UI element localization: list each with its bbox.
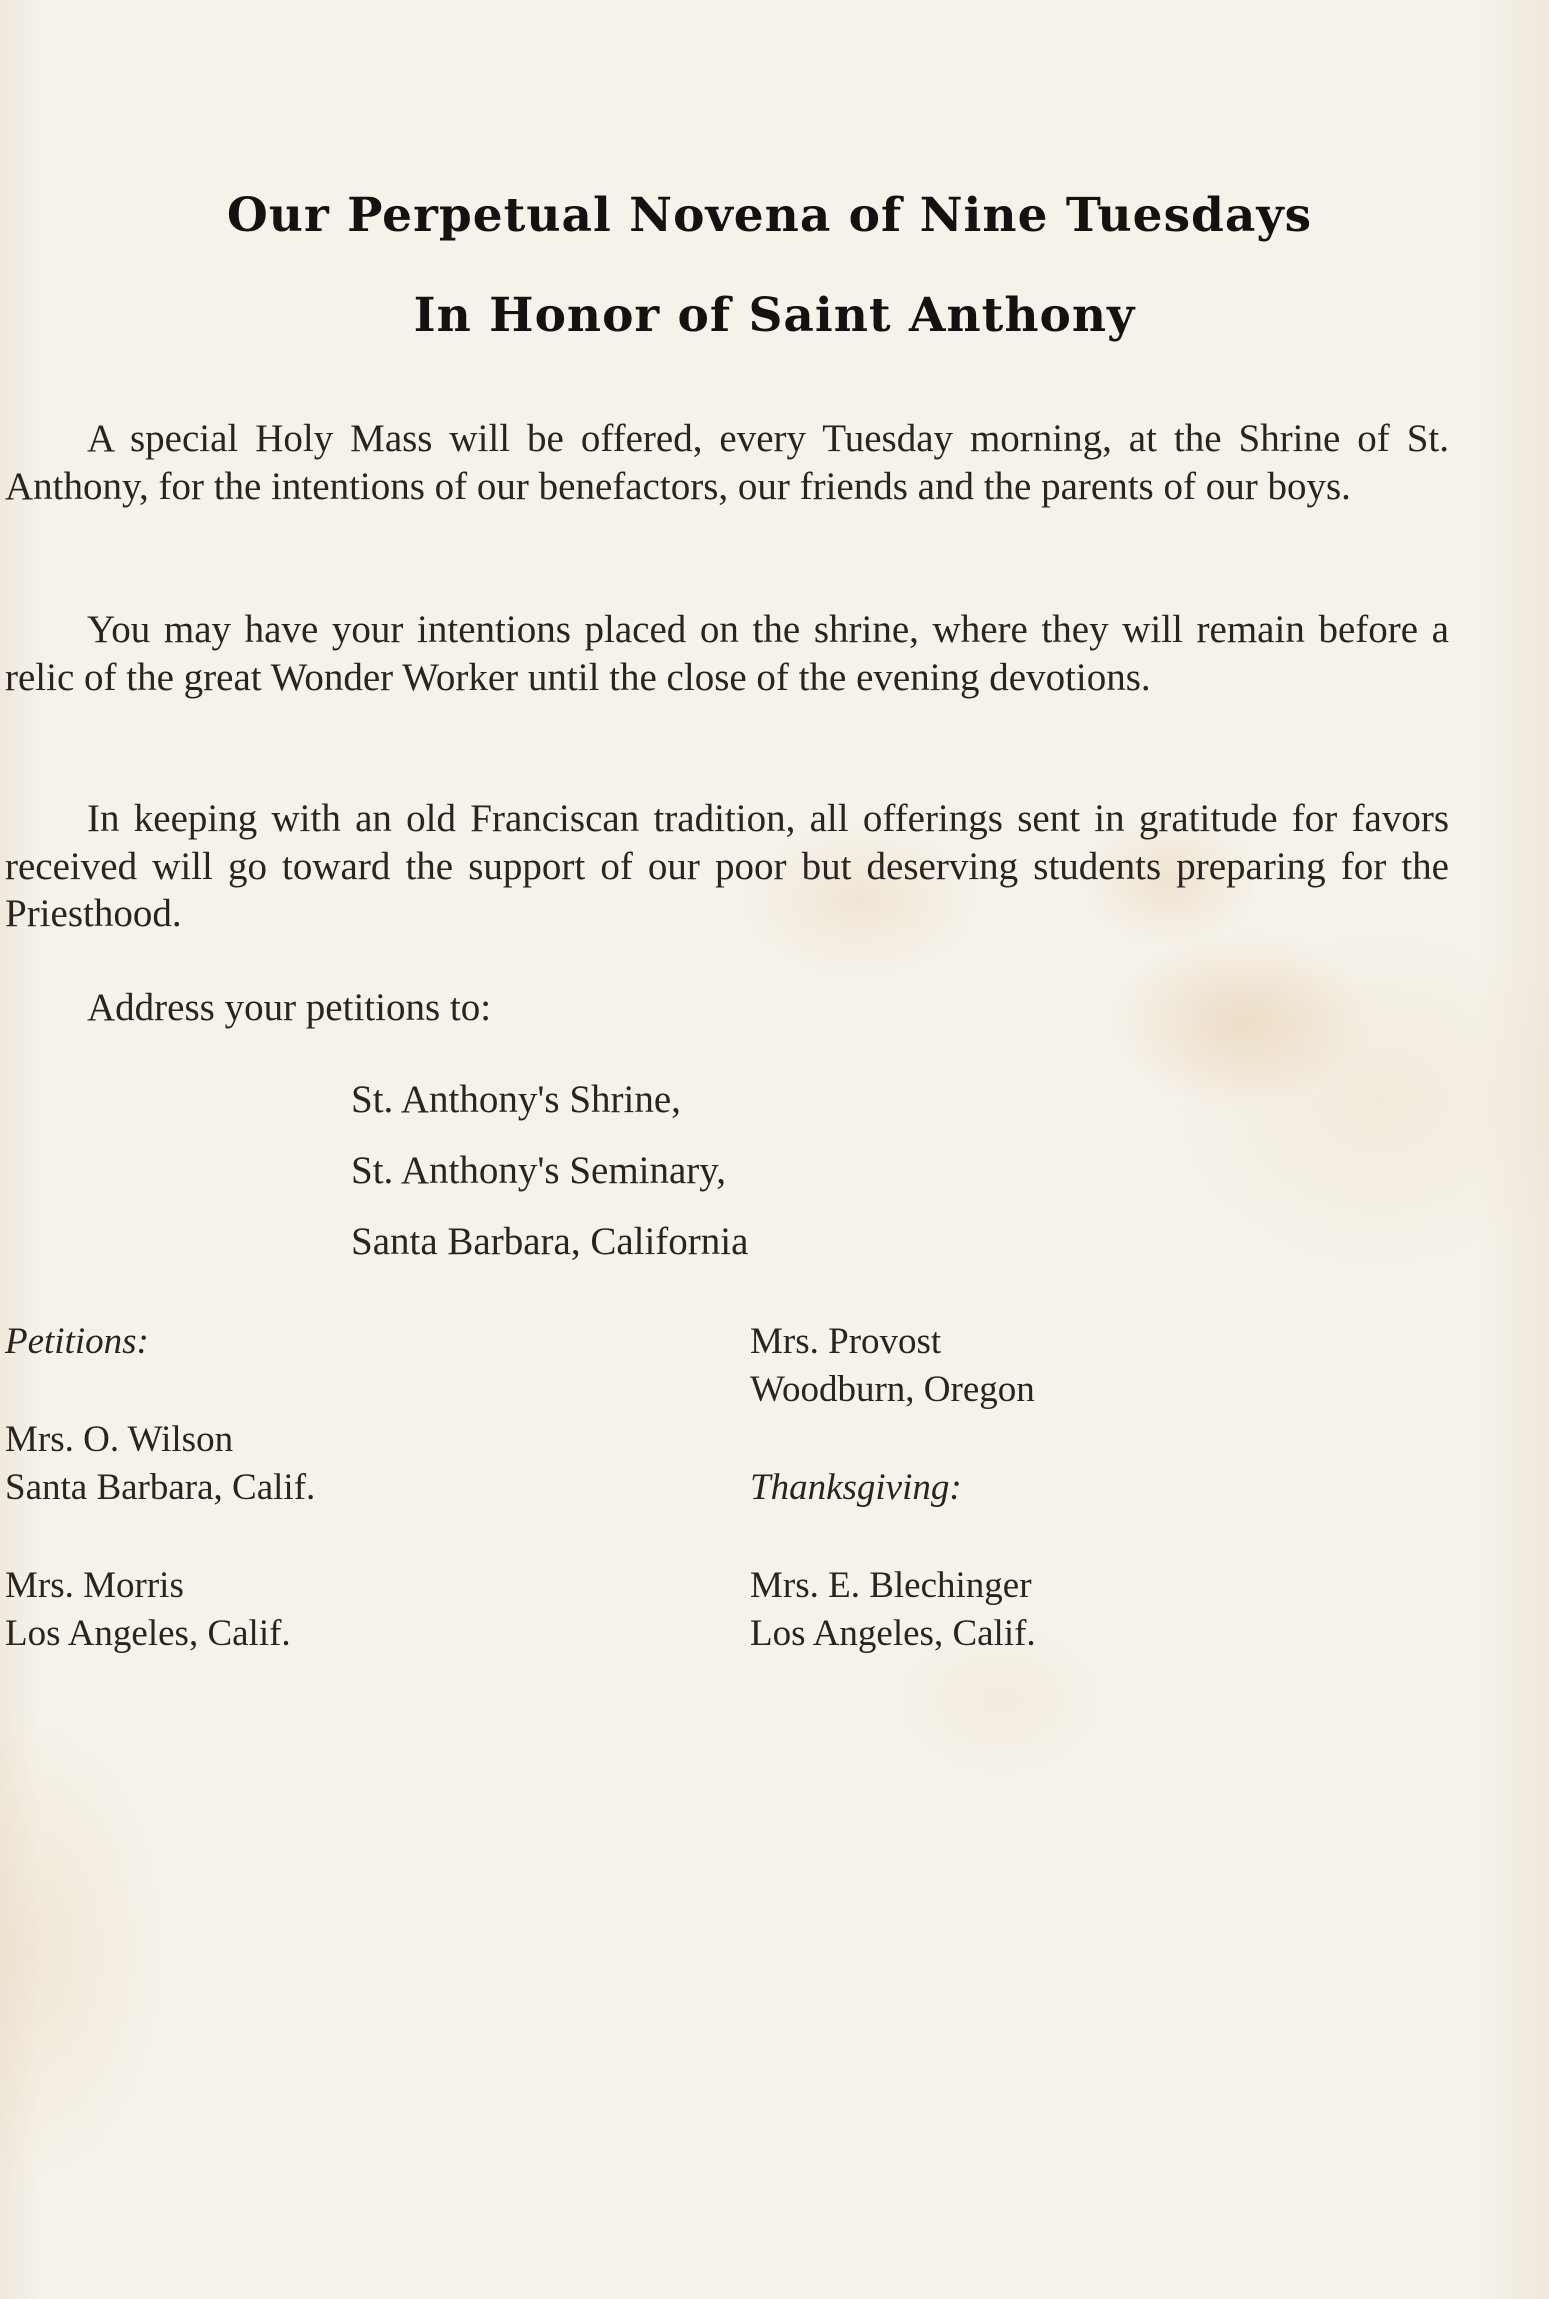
- petition-entry: [5, 1416, 315, 1512]
- petitioner-place: Santa Barbara, Calif.: [5, 1467, 316, 1508]
- address-line: St. Anthony's Shrine,: [351, 1078, 681, 1121]
- petition-entry: [750, 1318, 1035, 1414]
- paragraph-intentions: You may have your intentions placed on the shrine, where they will remain before a relic of the great Wonder Worker until the close of the evening devotions.: [5, 608, 1449, 699]
- paragraph-offerings: In keeping with an old Franciscan tradition, all offerings sent in gratitude for favors received will go toward the support of our poor but deserving students preparing for the Priesthood.: [5, 797, 1449, 935]
- thanksgiver-name: Mrs. E. Blechinger: [750, 1565, 1032, 1606]
- petitioner-place: Los Angeles, Calif.: [5, 1613, 291, 1654]
- petitioner-name: Mrs. O. Wilson: [5, 1419, 234, 1460]
- paragraph-holy-mass: A special Holy Mass will be offered, every Tuesday morning, at the Shrine of St. Anthony, for the intentions of our benefactors, our friends and the parents of our boys.: [5, 417, 1449, 508]
- page-title: Our Perpetual Novena of Nine Tuesdays: [226, 188, 1313, 243]
- address-line: St. Anthony's Seminary,: [351, 1149, 727, 1192]
- thanksgiving-entry: [750, 1562, 1036, 1658]
- thanksgiver-place: Los Angeles, Calif.: [750, 1613, 1036, 1654]
- petitioner-name: Mrs. Provost: [750, 1321, 942, 1362]
- petitions-heading: Petitions:: [5, 1321, 149, 1362]
- thanksgiving-heading: Thanksgiving:: [750, 1467, 962, 1508]
- address-line: Santa Barbara, California: [351, 1220, 749, 1263]
- page-subtitle: In Honor of Saint Anthony: [413, 288, 1136, 343]
- petition-entry: [5, 1562, 291, 1658]
- petitioner-name: Mrs. Morris: [5, 1565, 184, 1606]
- address-intro: Address your petitions to:: [87, 986, 492, 1029]
- petitioner-place: Woodburn, Oregon: [750, 1369, 1035, 1410]
